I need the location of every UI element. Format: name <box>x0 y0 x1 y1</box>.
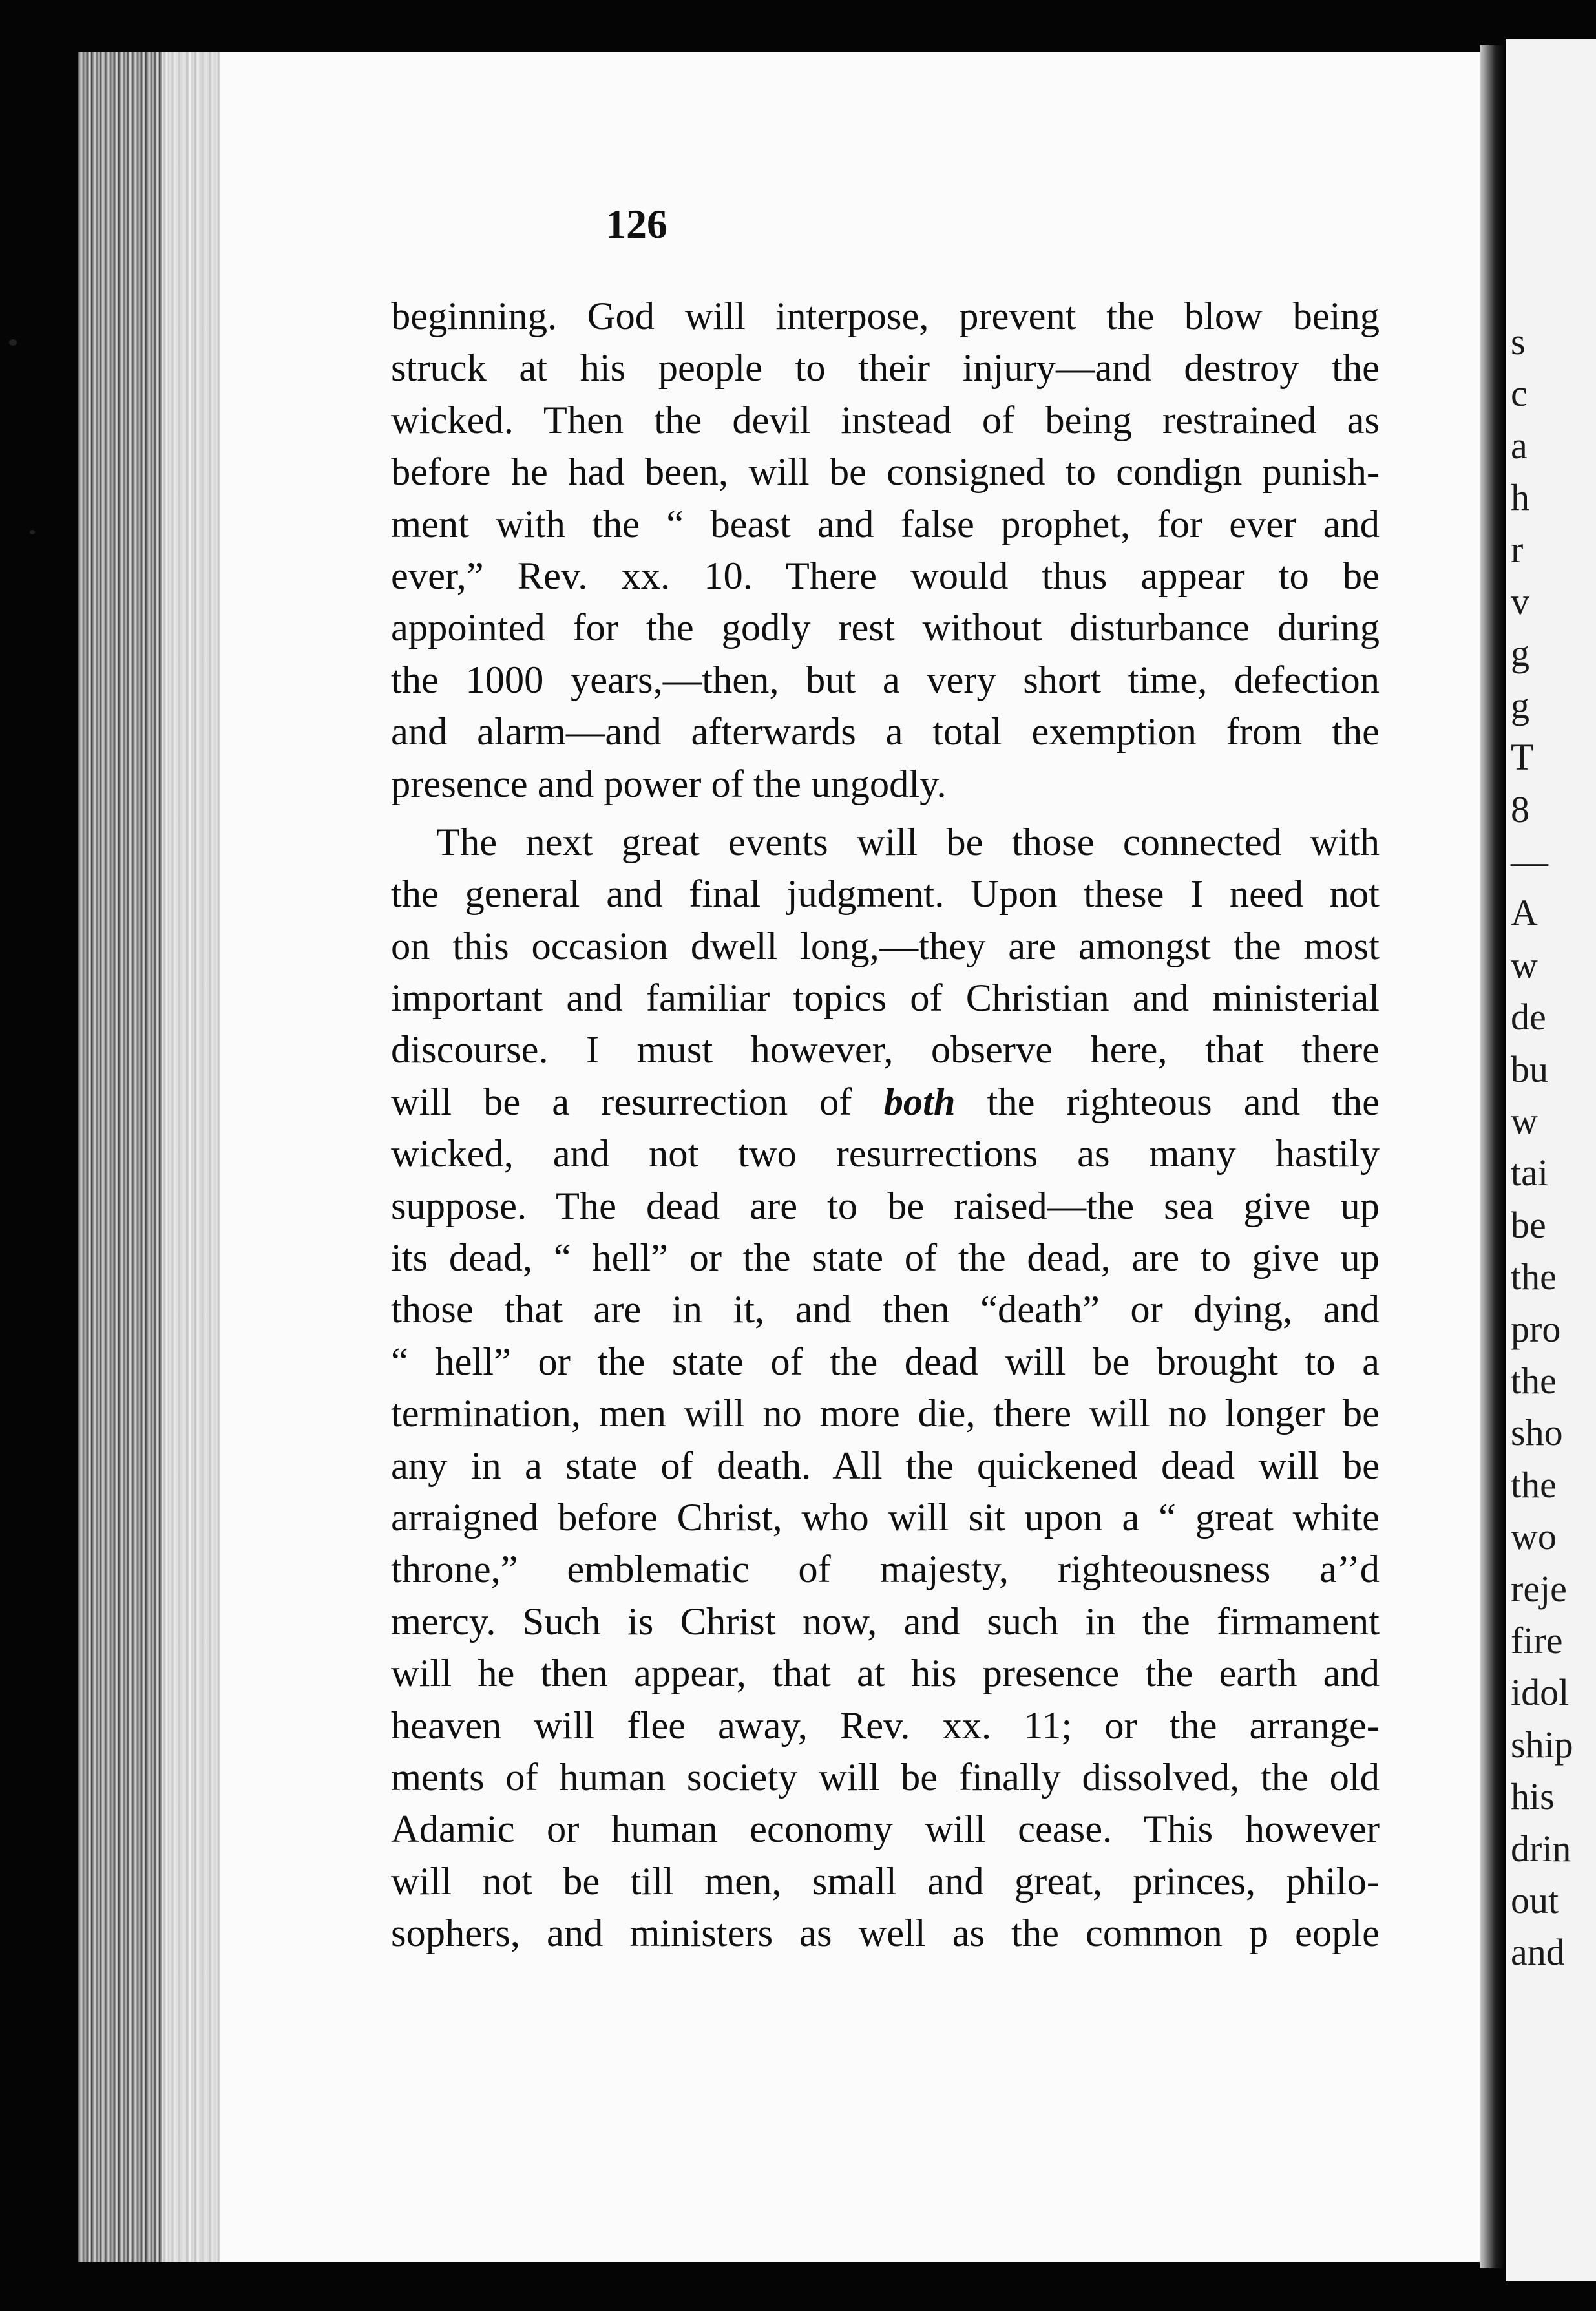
emphasis-word: both <box>883 1080 956 1124</box>
text-line: ment with the “ beast and false prophet, for ever and <box>391 502 1380 546</box>
facing-page-fragment: r <box>1511 528 1524 571</box>
scan-speck <box>30 530 35 534</box>
text-line: presence and power of the ungodly. <box>391 762 947 806</box>
text-line: heaven will flee away, Rev. xx. 11; or the arrange- <box>391 1704 1380 1747</box>
text-line: any in a state of death. All the quickened dead will be <box>391 1444 1380 1488</box>
text-line: discourse. I must however, observe here, that there <box>391 1028 1380 1072</box>
text-line: on this occasion dwell long,—they are amongst the most <box>391 924 1380 968</box>
facing-page-fragment: bu <box>1511 1048 1548 1090</box>
text-line: will not be till men, small and great, princes, philo- <box>391 1859 1380 1903</box>
facing-page-fragment: his <box>1511 1775 1555 1818</box>
text-line: appointed for the godly rest without disturbance during <box>391 606 1380 650</box>
facing-page-sliver <box>1506 39 1596 2281</box>
facing-page-fragment: wo <box>1511 1515 1557 1558</box>
paragraph-gap <box>391 810 1380 817</box>
facing-page-fragment: de <box>1511 996 1546 1039</box>
text-fragment: the righteous and the <box>987 1080 1380 1124</box>
facing-page-fragment: g <box>1511 684 1529 726</box>
facing-page-fragment: h <box>1511 476 1529 519</box>
facing-page-fragment: idol <box>1511 1671 1570 1714</box>
facing-page-fragment: sho <box>1511 1411 1563 1454</box>
facing-page-fragment: pro <box>1511 1307 1561 1350</box>
text-line: wicked, and not two resurrections as many hastily <box>391 1132 1380 1176</box>
facing-page-fragment: the <box>1511 1463 1557 1506</box>
text-line: sophers, and ministers as well as the common p eople <box>391 1912 1380 1956</box>
text-fragment: will be a resurrection of <box>391 1080 852 1124</box>
text-line: will he then appear, that at his presence the earth and <box>391 1652 1380 1696</box>
page-body-text <box>391 291 1380 1960</box>
facing-page-fragment: T <box>1511 736 1534 779</box>
facing-page-fragment: s <box>1511 321 1526 363</box>
facing-page-fragment: the <box>1511 1360 1557 1402</box>
text-line: ever,” Rev. xx. 10. There would thus appear to be <box>391 554 1380 598</box>
facing-page-fragment: w <box>1511 1100 1538 1142</box>
facing-page-fragment: a <box>1511 424 1528 467</box>
text-line: wicked. Then the devil instead of being restrained as <box>391 398 1380 442</box>
text-line: the 1000 years,—then, but a very short time, defection <box>391 658 1380 702</box>
facing-page-fragment: w <box>1511 944 1538 986</box>
facing-page-fragment: g <box>1511 632 1529 675</box>
facing-page-fragment: — <box>1511 840 1548 882</box>
text-line: suppose. The dead are to be raised—the sea give up <box>391 1184 1380 1228</box>
text-line: “ hell” or the state of the dead will be brought to a <box>391 1340 1380 1384</box>
text-line: The next great events will be those connected with <box>436 820 1380 864</box>
text-line: mercy. Such is Christ now, and such in the firmament <box>391 1599 1380 1643</box>
text-line: the general and final judgment. Upon these I need not <box>391 872 1380 916</box>
facing-page-fragment: A <box>1511 892 1538 934</box>
text-line: struck at his people to their injury—and destroy the <box>391 346 1380 390</box>
book-gutter-shadow <box>1480 45 1506 2268</box>
page-number: 126 <box>605 201 667 247</box>
text-line: ments of human society will be finally dissolved, the old <box>391 1755 1380 1799</box>
facing-page-fragment: tai <box>1511 1152 1548 1194</box>
facing-page-fragment: ship <box>1511 1723 1573 1766</box>
facing-page-fragment: and <box>1511 1931 1565 1974</box>
book-page <box>220 52 1480 2262</box>
text-line: arraigned before Christ, who will sit upon a “ great white <box>391 1495 1380 1539</box>
facing-page-fragment: c <box>1511 372 1528 415</box>
text-line: those that are in it, and then “death” or dying, and <box>391 1288 1380 1332</box>
text-line: Adamic or human economy will cease. This however <box>391 1808 1380 1852</box>
text-line: throne,” emblematic of majesty, righteousness a’’d <box>391 1548 1380 1592</box>
facing-page-fragment: the <box>1511 1256 1557 1298</box>
facing-page-fragment: reje <box>1511 1567 1567 1610</box>
text-line: before he had been, will be consigned to condign punish- <box>391 450 1380 494</box>
text-line: termination, men will no more die, there will no longer be <box>391 1392 1380 1436</box>
text-line: and alarm—and afterwards a total exemption from the <box>391 710 1380 754</box>
facing-page-fragment: 8 <box>1511 788 1529 830</box>
facing-page-fragment: v <box>1511 580 1529 622</box>
facing-page-fragment: drin <box>1511 1827 1571 1870</box>
text-line: its dead, “ hell” or the state of the dead, are to give up <box>391 1236 1380 1280</box>
text-line: beginning. God will interpose, prevent the blow being <box>391 295 1380 338</box>
text-line-with-emphasis <box>391 1077 1380 1128</box>
facing-page-fragment: be <box>1511 1203 1546 1246</box>
text-line: important and familiar topics of Christian and ministerial <box>391 976 1380 1020</box>
scan-speck <box>9 339 17 346</box>
facing-page-fragment: out <box>1511 1879 1559 1921</box>
facing-page-fragment: fire <box>1511 1620 1563 1662</box>
